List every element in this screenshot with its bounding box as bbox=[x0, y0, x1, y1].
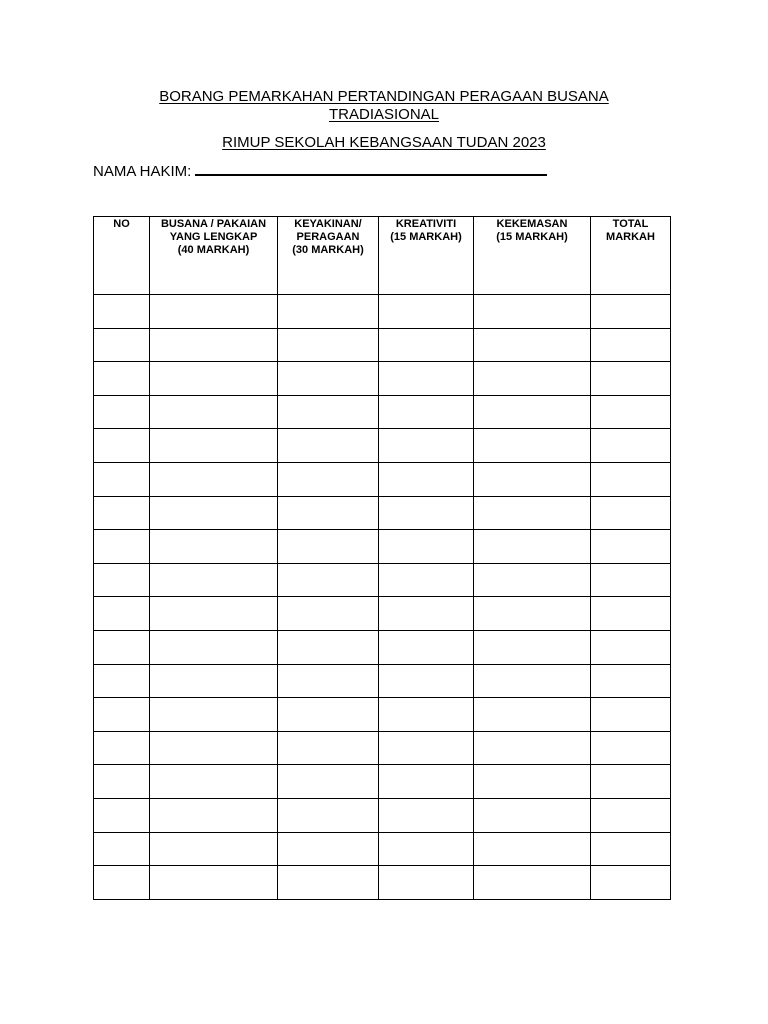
cell-no[interactable] bbox=[94, 395, 150, 429]
cell-kreativiti[interactable] bbox=[379, 664, 474, 698]
cell-kreativiti[interactable] bbox=[379, 798, 474, 832]
cell-kekemasan[interactable] bbox=[474, 496, 591, 530]
cell-kreativiti[interactable] bbox=[379, 496, 474, 530]
cell-kekemasan[interactable] bbox=[474, 362, 591, 396]
cell-kekemasan[interactable] bbox=[474, 429, 591, 463]
cell-no[interactable] bbox=[94, 563, 150, 597]
table-row bbox=[94, 630, 671, 664]
table-row bbox=[94, 530, 671, 564]
cell-total[interactable] bbox=[591, 362, 671, 396]
cell-busana[interactable] bbox=[150, 530, 278, 564]
table-row bbox=[94, 832, 671, 866]
table-row bbox=[94, 563, 671, 597]
cell-total[interactable] bbox=[591, 429, 671, 463]
cell-keyakinan[interactable] bbox=[278, 328, 379, 362]
header-keyakinan: KEYAKINAN/ PERAGAAN (30 MARKAH) bbox=[278, 217, 379, 295]
cell-kreativiti[interactable] bbox=[379, 328, 474, 362]
cell-no[interactable] bbox=[94, 765, 150, 799]
cell-total[interactable] bbox=[591, 328, 671, 362]
table-row bbox=[94, 295, 671, 329]
header-busana: BUSANA / PAKAIAN YANG LENGKAP (40 MARKAH) bbox=[150, 217, 278, 295]
cell-keyakinan[interactable] bbox=[278, 664, 379, 698]
cell-total[interactable] bbox=[591, 563, 671, 597]
cell-kreativiti[interactable] bbox=[379, 362, 474, 396]
cell-no[interactable] bbox=[94, 462, 150, 496]
cell-total[interactable] bbox=[591, 798, 671, 832]
form-subtitle: RIMUP SEKOLAH KEBANGSAAN TUDAN 2023 bbox=[222, 134, 546, 151]
table-row bbox=[94, 462, 671, 496]
header-total: TOTAL MARKAH bbox=[591, 217, 671, 295]
cell-total[interactable] bbox=[591, 630, 671, 664]
table-row bbox=[94, 798, 671, 832]
judge-name-row bbox=[93, 162, 547, 181]
cell-keyakinan[interactable] bbox=[278, 798, 379, 832]
cell-no[interactable] bbox=[94, 429, 150, 463]
table-row bbox=[94, 328, 671, 362]
cell-no[interactable] bbox=[94, 530, 150, 564]
cell-kekemasan[interactable] bbox=[474, 866, 591, 900]
table-row bbox=[94, 664, 671, 698]
header-kekemasan: KEKEMASAN (15 MARKAH) bbox=[474, 217, 591, 295]
cell-kekemasan[interactable] bbox=[474, 563, 591, 597]
cell-keyakinan[interactable] bbox=[278, 630, 379, 664]
table-row bbox=[94, 395, 671, 429]
cell-kekemasan[interactable] bbox=[474, 328, 591, 362]
table-row bbox=[94, 429, 671, 463]
cell-kekemasan[interactable] bbox=[474, 664, 591, 698]
cell-kekemasan[interactable] bbox=[474, 530, 591, 564]
cell-kekemasan[interactable] bbox=[474, 630, 591, 664]
judge-name-label: NAMA HAKIM: bbox=[93, 163, 192, 180]
cell-kreativiti[interactable] bbox=[379, 295, 474, 329]
cell-total[interactable] bbox=[591, 866, 671, 900]
cell-busana[interactable] bbox=[150, 362, 278, 396]
table-row bbox=[94, 731, 671, 765]
header-no: NO bbox=[94, 217, 150, 295]
cell-kreativiti[interactable] bbox=[379, 395, 474, 429]
cell-total[interactable] bbox=[591, 530, 671, 564]
cell-kreativiti[interactable] bbox=[379, 462, 474, 496]
cell-busana[interactable] bbox=[150, 295, 278, 329]
cell-kreativiti[interactable] bbox=[379, 765, 474, 799]
cell-keyakinan[interactable] bbox=[278, 731, 379, 765]
table-row bbox=[94, 496, 671, 530]
cell-keyakinan[interactable] bbox=[278, 429, 379, 463]
cell-no[interactable] bbox=[94, 698, 150, 732]
cell-no[interactable] bbox=[94, 664, 150, 698]
cell-kekemasan[interactable] bbox=[474, 731, 591, 765]
cell-keyakinan[interactable] bbox=[278, 563, 379, 597]
judge-name-blank[interactable] bbox=[195, 162, 547, 176]
cell-no[interactable] bbox=[94, 362, 150, 396]
cell-busana[interactable] bbox=[150, 832, 278, 866]
cell-no[interactable] bbox=[94, 832, 150, 866]
cell-kekemasan[interactable] bbox=[474, 462, 591, 496]
cell-kreativiti[interactable] bbox=[379, 832, 474, 866]
cell-keyakinan[interactable] bbox=[278, 832, 379, 866]
cell-no[interactable] bbox=[94, 630, 150, 664]
cell-keyakinan[interactable] bbox=[278, 462, 379, 496]
header-row bbox=[94, 217, 671, 295]
table-row bbox=[94, 597, 671, 631]
cell-busana[interactable] bbox=[150, 765, 278, 799]
cell-no[interactable] bbox=[94, 597, 150, 631]
cell-busana[interactable] bbox=[150, 395, 278, 429]
cell-keyakinan[interactable] bbox=[278, 597, 379, 631]
cell-keyakinan[interactable] bbox=[278, 496, 379, 530]
cell-kekemasan[interactable] bbox=[474, 395, 591, 429]
cell-busana[interactable] bbox=[150, 664, 278, 698]
cell-keyakinan[interactable] bbox=[278, 530, 379, 564]
score-table-body bbox=[94, 295, 671, 900]
cell-total[interactable] bbox=[591, 731, 671, 765]
cell-busana[interactable] bbox=[150, 866, 278, 900]
cell-kreativiti[interactable] bbox=[379, 530, 474, 564]
cell-total[interactable] bbox=[591, 496, 671, 530]
cell-keyakinan[interactable] bbox=[278, 765, 379, 799]
cell-busana[interactable] bbox=[150, 462, 278, 496]
form-title-line1: BORANG PEMARKAHAN PERTANDINGAN PERAGAAN BUSANA bbox=[159, 88, 609, 105]
cell-busana[interactable] bbox=[150, 698, 278, 732]
cell-busana[interactable] bbox=[150, 798, 278, 832]
cell-no[interactable] bbox=[94, 798, 150, 832]
cell-busana[interactable] bbox=[150, 731, 278, 765]
cell-kekemasan[interactable] bbox=[474, 798, 591, 832]
cell-keyakinan[interactable] bbox=[278, 295, 379, 329]
score-table bbox=[93, 216, 671, 900]
cell-keyakinan[interactable] bbox=[278, 698, 379, 732]
cell-busana[interactable] bbox=[150, 630, 278, 664]
cell-total[interactable] bbox=[591, 462, 671, 496]
cell-kreativiti[interactable] bbox=[379, 731, 474, 765]
table-row bbox=[94, 765, 671, 799]
table-row bbox=[94, 362, 671, 396]
cell-no[interactable] bbox=[94, 866, 150, 900]
cell-no[interactable] bbox=[94, 731, 150, 765]
table-row bbox=[94, 866, 671, 900]
cell-keyakinan[interactable] bbox=[278, 362, 379, 396]
cell-kreativiti[interactable] bbox=[379, 866, 474, 900]
cell-total[interactable] bbox=[591, 765, 671, 799]
cell-busana[interactable] bbox=[150, 597, 278, 631]
cell-kreativiti[interactable] bbox=[379, 597, 474, 631]
cell-total[interactable] bbox=[591, 395, 671, 429]
cell-total[interactable] bbox=[591, 597, 671, 631]
cell-kekemasan[interactable] bbox=[474, 832, 591, 866]
cell-kreativiti[interactable] bbox=[379, 630, 474, 664]
cell-kreativiti[interactable] bbox=[379, 563, 474, 597]
cell-kekemasan[interactable] bbox=[474, 597, 591, 631]
header-kreativiti: KREATIVITI (15 MARKAH) bbox=[379, 217, 474, 295]
table-row bbox=[94, 698, 671, 732]
form-title-line2: TRADIASIONAL bbox=[328, 106, 440, 123]
cell-total[interactable] bbox=[591, 832, 671, 866]
cell-busana[interactable] bbox=[150, 563, 278, 597]
cell-kekemasan[interactable] bbox=[474, 765, 591, 799]
cell-keyakinan[interactable] bbox=[278, 866, 379, 900]
cell-kekemasan[interactable] bbox=[474, 295, 591, 329]
cell-kreativiti[interactable] bbox=[379, 429, 474, 463]
cell-kekemasan[interactable] bbox=[474, 698, 591, 732]
cell-no[interactable] bbox=[94, 295, 150, 329]
cell-total[interactable] bbox=[591, 664, 671, 698]
cell-keyakinan[interactable] bbox=[278, 395, 379, 429]
cell-kreativiti[interactable] bbox=[379, 698, 474, 732]
cell-no[interactable] bbox=[94, 496, 150, 530]
cell-no[interactable] bbox=[94, 328, 150, 362]
cell-total[interactable] bbox=[591, 295, 671, 329]
cell-busana[interactable] bbox=[150, 328, 278, 362]
cell-busana[interactable] bbox=[150, 429, 278, 463]
cell-total[interactable] bbox=[591, 698, 671, 732]
cell-busana[interactable] bbox=[150, 496, 278, 530]
